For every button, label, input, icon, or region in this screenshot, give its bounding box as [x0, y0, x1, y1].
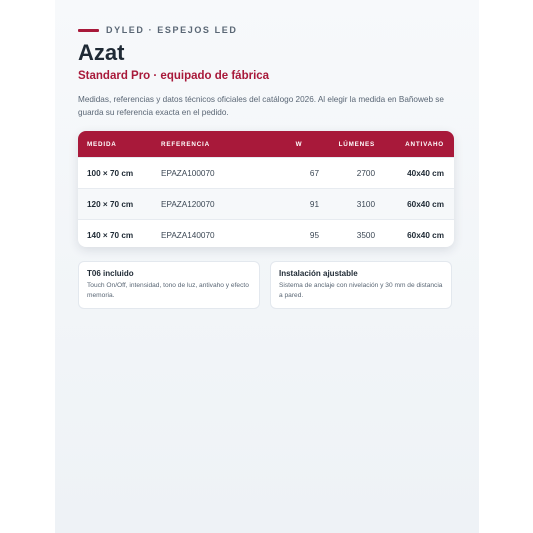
cell-antivaho: 60x40 cm [407, 199, 444, 209]
header-w: W [295, 140, 303, 148]
product-sheet [55, 0, 479, 533]
cell-lumenes: 3100 [356, 199, 375, 209]
feature-card-t06 [78, 261, 260, 309]
table-row [78, 219, 454, 247]
feature-description: Touch On/Off, intensidad, tono de luz, antivaho y efecto memoria. [87, 282, 249, 299]
page-subtitle: Standard Pro · equipado de fábrica [78, 70, 270, 82]
eyebrow [78, 25, 237, 35]
header-lumenes: LÚMENES [338, 140, 375, 148]
feature-description: Sistema de anclaje con nivelación y 30 mm de distancia a pared. [279, 282, 443, 299]
cell-medida: 140 × 70 cm [87, 230, 134, 240]
cell-antivaho: 40x40 cm [407, 168, 444, 178]
accent-rule [78, 29, 99, 32]
cell-referencia: EPAZA140070 [161, 230, 215, 240]
header-antivaho: ANTIVAHO [405, 140, 444, 148]
feature-title: Instalación ajustable [279, 269, 358, 278]
table-row [78, 188, 454, 219]
header-medida: MEDIDA [87, 140, 117, 148]
intro-text: Medidas, referencias y datos técnicos oficiales del catálogo 2026. Al elegir la medida en Bañoweb se guarda su referencia exacta en el pedido. [78, 95, 444, 117]
cell-lumenes: 2700 [356, 168, 375, 178]
cell-referencia: EPAZA120070 [161, 199, 215, 209]
table-header [78, 131, 454, 157]
cell-antivaho: 60x40 cm [407, 230, 444, 240]
table-row [78, 157, 454, 188]
feature-card-installation [270, 261, 452, 309]
cell-w: 91 [309, 199, 319, 209]
cell-referencia: EPAZA100070 [161, 168, 215, 178]
specs-table [78, 131, 454, 247]
cell-medida: 120 × 70 cm [87, 199, 134, 209]
cell-w: 67 [309, 168, 319, 178]
header-referencia: REFERENCIA [161, 140, 210, 148]
brand-eyebrow: DYLED · ESPEJOS LED [106, 25, 238, 35]
page-title: Azat [78, 40, 125, 65]
cell-lumenes: 3500 [356, 230, 375, 240]
cell-medida: 100 × 70 cm [87, 168, 134, 178]
feature-title: T06 incluido [87, 269, 134, 278]
cell-w: 95 [309, 230, 319, 240]
